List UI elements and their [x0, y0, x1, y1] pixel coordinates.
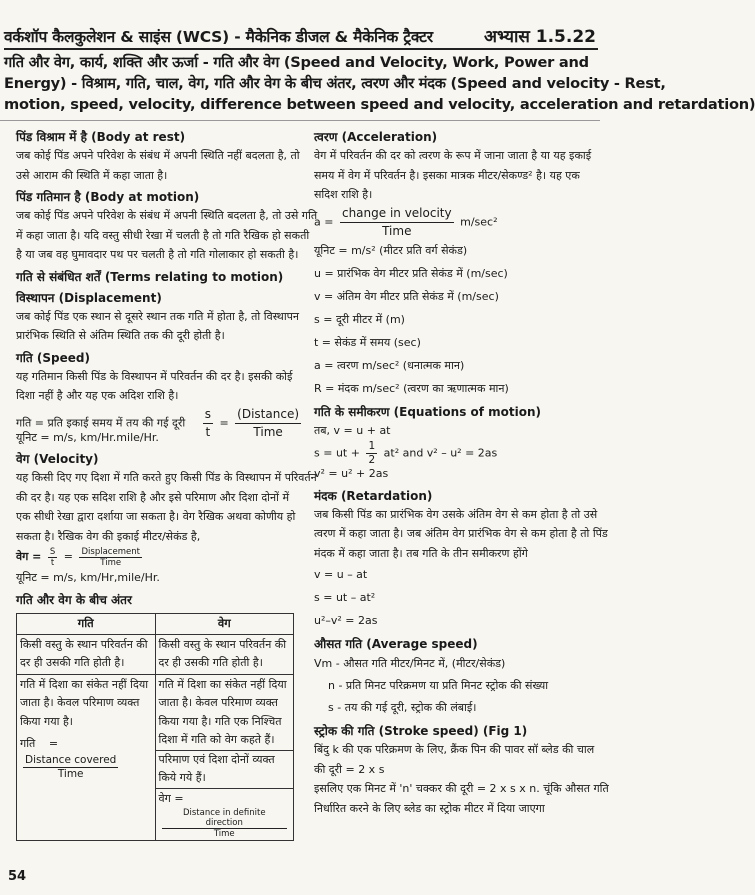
- velocity-formula: [16, 546, 294, 568]
- section-heading: औसत गति (Average speed): [314, 637, 478, 651]
- paragraph-line: एक सीधी रेखा द्वारा दर्शाया जा सकता है। वेग रैखिक अथवा कोणीय हो: [16, 510, 296, 523]
- equation-line: s = ut – at²: [314, 591, 376, 604]
- numerator: change in velocity: [340, 205, 454, 223]
- exercise-number: अभ्यास 1.5.22: [484, 27, 596, 47]
- fraction: [340, 205, 454, 240]
- right-column: [314, 128, 609, 818]
- denominator: Time: [213, 829, 235, 839]
- denominator: Time: [100, 557, 122, 568]
- page-header: [4, 24, 598, 50]
- left-column: [16, 128, 318, 841]
- velocity-table-formula: [156, 788, 294, 840]
- unit-line: यूनिट = m/s, km/Hr.mile/Hr.: [16, 430, 159, 444]
- definition-line: v = अंतिम वेग मीटर प्रति सेकंड में (m/sec): [314, 289, 499, 303]
- cell-text: गति में दिशा का संकेत नहीं दिया जाता है। केवल परिमाण व्यक्त किया गया है। गति एक निश्चित दिशा में गति को वेग कहते हैं।: [158, 677, 287, 746]
- fraction: [235, 406, 301, 441]
- fraction: [48, 547, 57, 568]
- equals-sign: =: [48, 737, 59, 750]
- section-heading: विस्थापन (Displacement): [16, 290, 162, 305]
- definition-line: a = त्वरण m/sec² (धनात्मक मान): [314, 358, 465, 372]
- equals-sign: =: [174, 791, 184, 805]
- paragraph-line: बिंदु k की एक परिक्रमण के लिए, क्रैंक पिन की पावर सॉ ब्लेड की चाल: [314, 743, 595, 756]
- table-row: [17, 674, 294, 841]
- cell-text: परिमाण एवं दिशा दोनों व्यक्त किये गये हैं।: [156, 750, 294, 788]
- fraction: [79, 547, 141, 568]
- main-title-line: motion, speed, velocity, difference between speed and velocity, acceleration and retardation): [4, 96, 755, 113]
- table-row: [17, 634, 294, 674]
- paragraph-line: की दर है। यह एक सदिश राशि है और इसे परिमाण और दिशा दोनों में: [16, 490, 290, 504]
- definition-line: n - प्रति मिनट परिक्रमण या प्रति मिनट स्ट्रोक की संख्या: [328, 679, 549, 692]
- paragraph-line: में कहा जाता है। यदि वस्तु सीधी रेखा में चलती है तो गति रैखिक हो सकती: [16, 228, 310, 242]
- definition-line: Vm - औसत गति मीटर/मिनट में, (मीटर/सेकंड): [314, 657, 506, 670]
- definition-line: R = मंदक m/sec² (त्वरण का ऋणात्मक मान): [314, 381, 509, 395]
- column-header: वेग: [155, 613, 294, 634]
- paragraph-line: जब किसी पिंड का प्रारंभिक वेग उसके अंतिम वेग से कम होता है तो उसे: [314, 507, 598, 521]
- section-heading: गति (Speed): [16, 350, 90, 365]
- formula-label: वेग: [158, 791, 171, 805]
- definition-line: यूनिट = m/s² (मीटर प्रति वर्ग सेकंड): [314, 243, 468, 257]
- denominator: 2: [368, 454, 376, 466]
- section-heading: मंदक (Retardation): [314, 488, 433, 503]
- definition-line: t = सेकंड में समय (sec): [314, 335, 421, 349]
- denominator: Time: [57, 767, 84, 780]
- paragraph-line: निर्धारित करने के लिए ब्लेड का स्ट्रोक मीटर में दिया जाएगा: [314, 801, 545, 815]
- equation-line: तब, v = u + at: [314, 423, 391, 437]
- equation-line: v² = u² + 2as: [314, 467, 389, 480]
- paragraph-line: प्रारंभिक स्थिति से अंतिम स्थिति तक की दूरी होती है।: [16, 329, 225, 342]
- equation-line: v = u – at: [314, 568, 368, 581]
- paragraph-line: उसे आराम की स्थिति में कहा जाता है।: [16, 168, 168, 182]
- denominator: Time: [382, 223, 412, 238]
- numerator: S: [49, 546, 56, 557]
- paragraph-line: जब कोई पिंड एक स्थान से दूसरे स्थान तक गति में होता है, तो विस्थापन: [16, 309, 300, 323]
- fraction: [366, 440, 377, 467]
- paragraph-line: दिशा नहीं है और यह एक अदिश राशि है।: [16, 389, 179, 402]
- definition-line: s = दूरी मीटर में (m): [314, 312, 405, 326]
- definition-line: u = प्रारंभिक वेग मीटर प्रति सेकंड में (m/sec): [314, 266, 508, 280]
- section-heading: गति से संबंधित शर्तें (Terms relating to motion): [16, 269, 284, 284]
- section-heading: स्ट्रोक की गति (Stroke speed) (Fig 1): [314, 724, 528, 738]
- denominator: t: [50, 557, 55, 568]
- page-number: 54: [8, 869, 27, 884]
- section-heading: त्वरण (Acceleration): [314, 130, 438, 144]
- paragraph-line: की दूरी = 2 x s: [314, 762, 385, 776]
- paragraph-line: है या जब वह घुमावदार पथ पर चलती है तो गति गोलाकार हो सकती है।: [16, 248, 299, 261]
- section-heading: वेग (Velocity): [16, 452, 99, 466]
- section-heading: पिंड गतिमान है (Body at motion): [16, 190, 200, 204]
- paragraph-line: सकता है। रैखिक वेग की इकाई मीटर/सेकंड है,: [16, 529, 201, 543]
- paragraph-line: वेग में परिवर्तन की दर को त्वरण के रूप में जाना जाता है या यह इकाई: [314, 149, 592, 162]
- formula-label: वेग =: [16, 550, 42, 563]
- paragraph-line: यह गतिमान किसी पिंड के विस्थापन में परिवर्तन की दर है। इसकी कोई: [16, 369, 293, 383]
- paragraph-line: समय में वेग में परिवर्तन है। इसका मात्रक मीटर/सेकण्ड² है। यह एक: [314, 168, 580, 182]
- table-cell: किसी वस्तु के स्थान परिवर्तन की दर ही उसकी गति होती है।: [17, 634, 156, 674]
- definition-line: s - तय की गई दूरी, स्ट्रोक की लंबाई।: [328, 701, 477, 714]
- paragraph-line: यह किसी दिए गए दिशा में गति करते हुए किसी पिंड के विस्थापन में परिवर्तन: [16, 471, 317, 484]
- formula-label: गति = प्रति इकाई समय में तय की गई दूरी: [16, 416, 186, 429]
- paragraph-line: जब कोई पिंड अपने परिवेश के संबंध में अपनी स्थिति बदलता है, तो उसे गति: [16, 209, 318, 222]
- speed-table-formula: [20, 735, 152, 781]
- numerator: s: [203, 406, 213, 424]
- table-cell: किसी वस्तु के स्थान परिवर्तन की दर ही उसकी गति होती है।: [155, 634, 294, 674]
- equals-sign: =: [219, 416, 229, 429]
- fraction: [203, 406, 213, 441]
- paragraph-line: मंदक में कहा जाता है। तब गति के तीन समीकरण होंगे: [314, 546, 528, 560]
- numerator: Distance in definite direction: [162, 808, 288, 829]
- section-heading: गति और वेग के बीच अंतर: [16, 592, 132, 607]
- equation-line: u²–v² = 2as: [314, 614, 378, 627]
- equation-line: [314, 440, 600, 464]
- section-heading: पिंड विश्राम में है (Body at rest): [16, 130, 186, 144]
- numerator: Displacement: [81, 546, 140, 557]
- header-title: वर्कशॉप कैलकुलेशन & साइंस (WCS) - मैकेनिक डीजल & मैकेनिक ट्रैक्टर: [4, 28, 433, 46]
- column-header: गति: [17, 613, 156, 634]
- equation-part: s = ut +: [314, 446, 360, 460]
- unit-line: यूनिट = m/s, km/Hr,mile/Hr.: [16, 571, 160, 584]
- numerator: Distance covered: [25, 753, 117, 766]
- numerator: 1: [368, 440, 376, 452]
- table-cell: [155, 674, 294, 841]
- paragraph-line: इसलिए एक मिनट में 'n' चक्कर की दूरी = 2 x s x n. चूंकि औसत गति: [314, 782, 609, 795]
- main-title-line: Energy) - विश्राम, गति, चाल, वेग, गति और वेग के बीच अंतर, त्वरण और मंदक (Speed and velocity - Rest,: [4, 75, 666, 92]
- comparison-table: [16, 613, 294, 842]
- denominator: Time: [253, 424, 283, 439]
- formula-label: गति: [20, 737, 36, 750]
- title-divider: [0, 120, 600, 121]
- section-heading: गति के समीकरण (Equations of motion): [314, 404, 542, 419]
- main-title: [4, 52, 755, 115]
- fraction: [23, 754, 118, 781]
- equals-sign: =: [63, 550, 73, 563]
- cell-text: गति में दिशा का संकेत नहीं दिया जाता है। केवल परिमाण व्यक्त किया गया है।: [20, 677, 149, 728]
- numerator: (Distance): [235, 406, 301, 424]
- table-cell: [17, 674, 156, 841]
- acceleration-formula: [314, 205, 600, 239]
- main-title-line: गति और वेग, कार्य, शक्ति और ऊर्जा - गति और वेग (Speed and Velocity, Work, Power and: [4, 54, 589, 71]
- paragraph-line: जब कोई पिंड अपने परिवेश के संबंध में अपनी स्थिति नहीं बदलता है, तो: [16, 149, 300, 162]
- denominator: t: [205, 424, 211, 439]
- paragraph-line: त्वरण में कहा जाता है। जब अंतिम वेग प्रारंभिक वेग से कम होता है तो पिंड: [314, 527, 608, 540]
- formula-unit: m/sec²: [460, 215, 498, 228]
- table-header-row: [17, 613, 294, 634]
- paragraph-line: सदिश राशि है।: [314, 188, 373, 201]
- fraction: [162, 808, 288, 839]
- equation-part: at² and v² – u² = 2as: [383, 446, 498, 460]
- formula-label: a =: [314, 215, 334, 228]
